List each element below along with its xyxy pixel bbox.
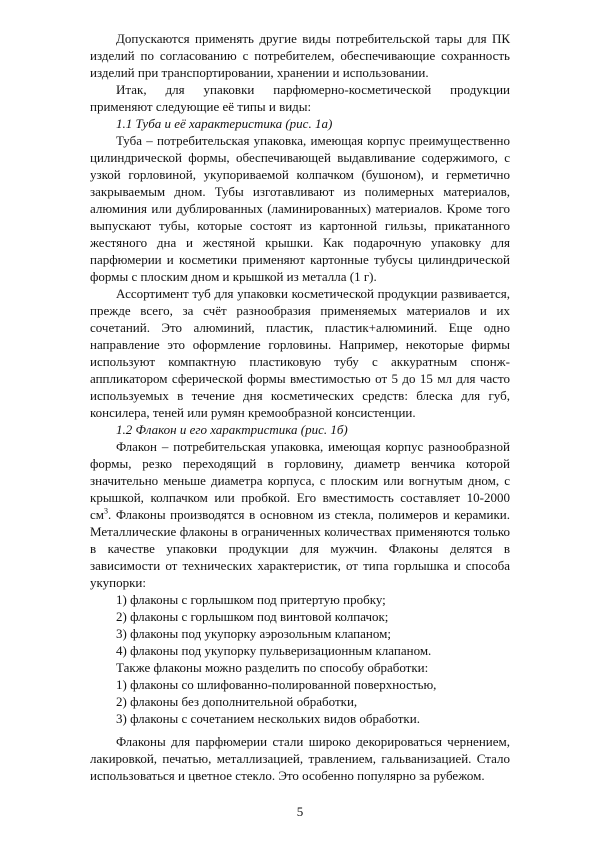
- paragraph-processing: Также флаконы можно разделить по способу обработки:: [116, 660, 429, 675]
- list-item: 1) флаконы с горлышком под притертую пробку;: [116, 592, 386, 607]
- list-item: 3) флаконы с сочетанием нескольких видов обработки.: [116, 711, 420, 726]
- paragraph-decoration: Флаконы для парфюмерии стали широко декорироваться чернением, лакировкой, печатью, металлизацией, травлением, гальванизацией. Стало использоваться и цветное стекло. Это особенно популярно за рубежом.: [90, 734, 510, 783]
- paragraph-tube-definition: Туба – потребительская упаковка, имеющая корпус преимущественно цилиндрической формы, обеспечивающей выдавливание содержимого, с узкой горловиной, укупориваемой колпачком (бушоном), и герметично закрываемым дном. Тубы изготавливают из полимерных материалов, алюминия или дублированных (ламинированных) материалов. Кроме того выпускают тубы, которые состоят из картонной гильзы, прикатанного жестяного дна и жестяной крышки. Как подарочную упаковку для парфюмерии и косметики применяют картонные тубусы цилиндрической формы с плоским дном и крышкой из металла (1 г).: [90, 133, 510, 284]
- bottle-definition-part2: . Флаконы производятся в основном из стекла, полимеров и керамики. Металлические флаконы в ограниченных количествах применяются только в качестве упаковки продукции для мужчин. Флаконы делятся в зависимости от технических характеристик, от типа горлышка и способа укупорки:: [90, 507, 510, 590]
- paragraph-bottle-definition: [90, 438, 510, 591]
- section-heading-tube: 1.1 Туба и её характеристика (рис. 1а): [116, 116, 333, 131]
- page-body: [90, 30, 510, 784]
- paragraph-types: Итак, для упаковки парфюмерно-косметической продукции применяют следующие её типы и виды:: [90, 82, 510, 114]
- list-item: 2) флаконы с горлышком под винтовой колпачок;: [116, 609, 389, 624]
- list-item: 4) флаконы под укупорку пульверизационным клапаном.: [116, 643, 432, 658]
- section-heading-bottle: 1.2 Флакон и его характристика (рис. 1б): [116, 422, 348, 437]
- paragraph-tube-assortment: Ассортимент туб для упаковки косметической продукции развивается, прежде всего, за счёт разнообразия применяемых материалов и их сочетаний. Это алюминий, пластик, пластик+алюминий. Еще одно направление это оформление горловины. Например, некоторые фирмы используют компактную пластиковую тубу с аккуратным спонж-аппликатором сферической формы вместимостью от 5 до 15 мл для часто используемых в течение дня косметических средств: блеска для губ, консилера, теней или румян кремообразной консистенции.: [90, 286, 510, 420]
- paragraph-intro: Допускаются применять другие виды потребительской тары для ПК изделий по согласованию с потребителем, обеспечивающие сохранность изделий при транспортировании, хранении и использовании.: [90, 31, 510, 80]
- cubic-superscript: 3: [104, 506, 108, 516]
- list-item: 2) флаконы без дополнительной обработки,: [116, 694, 358, 709]
- bottle-definition-part1: Флакон – потребительская упаковка, имеющая корпус разнообразной формы, резко переходящий в горловину, диаметр венчика которой значительно меньше диаметра корпуса, с плоским или вогнутым дном, с крышкой, колпачком или пробкой. Его вместимость составляет 10-2000 см: [90, 439, 510, 522]
- list-item: 1) флаконы со шлифованно-полированной поверхностью,: [116, 677, 437, 692]
- page-number: 5: [296, 804, 304, 819]
- list-item: 3) флаконы под укупорку аэрозольным клапаном;: [116, 626, 391, 641]
